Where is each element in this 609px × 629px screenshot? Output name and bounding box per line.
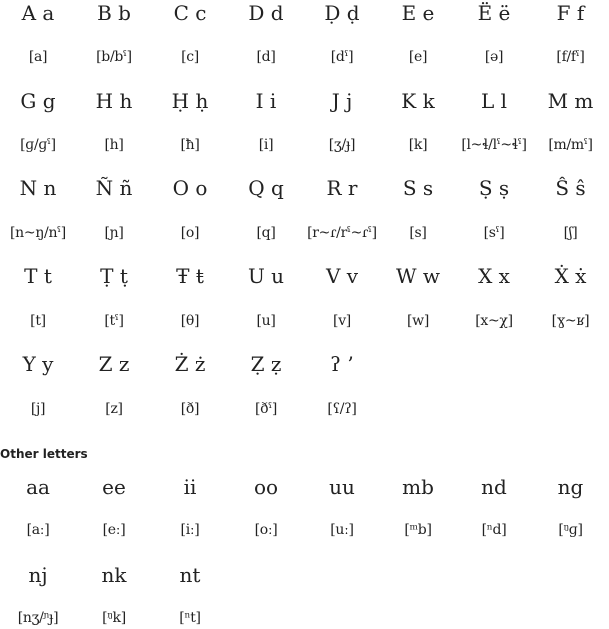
- other-letters-heading: Other letters: [0, 447, 88, 461]
- ipa-cell: [nʒ/ᶮɟ]: [17, 610, 59, 626]
- ipa-cell: [456, 610, 532, 626]
- letter-cell: ii: [183, 475, 197, 499]
- letter-cell: V v: [325, 264, 359, 288]
- letter-cell: ee: [102, 475, 126, 499]
- ipa-cell: [z]: [105, 401, 123, 417]
- ipa-cell: [s]: [409, 225, 427, 241]
- letter-cell: [228, 565, 304, 585]
- letter-cell: B b: [97, 1, 131, 25]
- letter-cell: [304, 565, 380, 585]
- ipa-cell: [ⁿd]: [481, 522, 507, 538]
- ipa-cell: [r~ɾ/rˤ~ɾˤ]: [307, 225, 377, 241]
- letter-cell: Q q: [248, 176, 284, 200]
- letter-cell: L l: [480, 89, 508, 113]
- letter-cell: Ŝ ŝ: [555, 176, 586, 200]
- letter-cell: K k: [401, 89, 435, 113]
- ipa-cell: [ðˤ]: [254, 401, 278, 417]
- letter-cell: ng: [557, 475, 584, 499]
- ipa-cell: [tˤ]: [104, 313, 124, 329]
- letter-cell: O o: [172, 176, 208, 200]
- letter-cell: A a: [21, 1, 55, 25]
- letter-cell: [456, 354, 532, 374]
- letter-row: [0, 178, 609, 198]
- letter-cell: Ḍ ḍ: [324, 1, 360, 25]
- letter-cell: W w: [395, 264, 441, 288]
- letter-cell: I i: [255, 89, 277, 113]
- ipa-cell: [aː]: [26, 522, 50, 538]
- ipa-row: [0, 522, 609, 538]
- ipa-cell: [ʃ]: [563, 225, 578, 241]
- ipa-cell: [i]: [258, 137, 274, 153]
- letter-cell: Z z: [98, 352, 130, 376]
- letter-cell: U u: [247, 264, 285, 288]
- ipa-cell: [ᵑɡ]: [558, 522, 583, 538]
- letter-cell: Y y: [22, 352, 54, 376]
- ipa-cell: [x~χ]: [475, 313, 513, 329]
- letter-cell: [380, 565, 456, 585]
- letter-cell: nk: [101, 563, 127, 587]
- ipa-cell: [t]: [30, 313, 46, 329]
- ipa-row: [0, 225, 609, 241]
- ipa-cell: [c]: [181, 49, 199, 65]
- ipa-cell: [304, 610, 380, 626]
- letter-cell: ʔ ’: [330, 352, 354, 376]
- ipa-cell: [ə]: [484, 49, 504, 65]
- letter-cell: Ẓ ẓ: [250, 352, 282, 376]
- letter-cell: R r: [326, 176, 358, 200]
- ipa-cell: [q]: [256, 225, 276, 241]
- letter-cell: mb: [402, 475, 434, 499]
- letter-cell: Ṣ ṣ: [478, 176, 510, 200]
- ipa-row: [0, 137, 609, 153]
- letter-cell: T t: [24, 264, 52, 288]
- letter-cell: uu: [329, 475, 355, 499]
- letter-cell: Ḥ ḥ: [171, 89, 209, 113]
- ipa-cell: [ð]: [180, 401, 200, 417]
- ipa-row: [0, 401, 609, 417]
- letter-cell: Ŧ ŧ: [176, 264, 204, 288]
- letter-row: [0, 91, 609, 111]
- ipa-cell: [f/fˤ]: [556, 49, 585, 65]
- letter-row: [0, 3, 609, 23]
- letter-cell: E e: [401, 1, 435, 25]
- ipa-cell: [k]: [408, 137, 428, 153]
- letter-cell: nt: [179, 563, 201, 587]
- ipa-cell: [o]: [180, 225, 200, 241]
- ipa-cell: [456, 401, 532, 417]
- ipa-cell: [oː]: [254, 522, 278, 538]
- letter-cell: S s: [402, 176, 434, 200]
- ipa-cell: [l~ɬ/lˤ~ɬˤ]: [461, 137, 527, 153]
- ipa-cell: [ɡ/ɡˤ]: [20, 137, 56, 153]
- ipa-cell: [j]: [30, 401, 46, 417]
- ipa-cell: [n~ŋ/nˤ]: [10, 225, 66, 241]
- letter-cell: H h: [95, 89, 133, 113]
- letter-cell: [532, 565, 609, 585]
- ipa-cell: [a]: [28, 49, 48, 65]
- ipa-cell: [v]: [333, 313, 351, 329]
- ipa-cell: [sˤ]: [483, 225, 505, 241]
- letter-cell: C c: [173, 1, 207, 25]
- letter-cell: J j: [331, 89, 353, 113]
- ipa-cell: [b/bˤ]: [96, 49, 132, 65]
- letter-row: [0, 266, 609, 286]
- letter-cell: Ẋ ẋ: [554, 264, 587, 288]
- letter-cell: aa: [26, 475, 50, 499]
- ipa-cell: [ʒ/ɟ]: [328, 137, 356, 153]
- ipa-cell: [ʕ/ʔ]: [327, 401, 357, 417]
- letter-cell: D d: [248, 1, 284, 25]
- ipa-cell: [m/mˤ]: [548, 137, 593, 153]
- letter-row: [0, 477, 609, 497]
- letter-cell: Ñ ñ: [95, 176, 133, 200]
- letter-cell: [456, 565, 532, 585]
- ipa-cell: [380, 610, 456, 626]
- letter-row: [0, 354, 609, 374]
- ipa-cell: [h]: [104, 137, 124, 153]
- ipa-cell: [532, 610, 609, 626]
- ipa-cell: [228, 610, 304, 626]
- letter-cell: nj: [28, 563, 48, 587]
- ipa-cell: [iː]: [180, 522, 200, 538]
- letter-cell: M m: [547, 89, 594, 113]
- ipa-cell: [380, 401, 456, 417]
- letter-row: [0, 565, 609, 585]
- ipa-cell: [ɲ]: [104, 225, 124, 241]
- letter-cell: G g: [20, 89, 56, 113]
- ipa-row: [0, 610, 609, 626]
- letter-cell: Ṭ ṭ: [100, 264, 128, 288]
- letter-cell: nd: [481, 475, 507, 499]
- ipa-cell: [u]: [256, 313, 276, 329]
- ipa-cell: [ᵑk]: [102, 610, 126, 626]
- letter-cell: Ż ż: [174, 352, 206, 376]
- ipa-cell: [ᵐb]: [404, 522, 432, 538]
- ipa-cell: [θ]: [180, 313, 200, 329]
- ipa-cell: [532, 401, 609, 417]
- ipa-cell: [w]: [406, 313, 429, 329]
- ipa-cell: [d]: [256, 49, 276, 65]
- ipa-row: [0, 49, 609, 65]
- ipa-row: [0, 313, 609, 329]
- letter-cell: N n: [19, 176, 57, 200]
- letter-cell: Ë ë: [477, 1, 511, 25]
- ipa-cell: [ⁿt]: [179, 610, 201, 626]
- letter-cell: F f: [556, 1, 585, 25]
- ipa-cell: [e]: [408, 49, 428, 65]
- ipa-cell: [ħ]: [180, 137, 200, 153]
- ipa-cell: [ɣ~ʁ]: [551, 313, 590, 329]
- letter-cell: [380, 354, 456, 374]
- letter-cell: X x: [478, 264, 510, 288]
- letter-cell: oo: [253, 475, 279, 499]
- ipa-cell: [eː]: [102, 522, 126, 538]
- letter-cell: [532, 354, 609, 374]
- ipa-cell: [dˤ]: [330, 49, 354, 65]
- ipa-cell: [uː]: [330, 522, 354, 538]
